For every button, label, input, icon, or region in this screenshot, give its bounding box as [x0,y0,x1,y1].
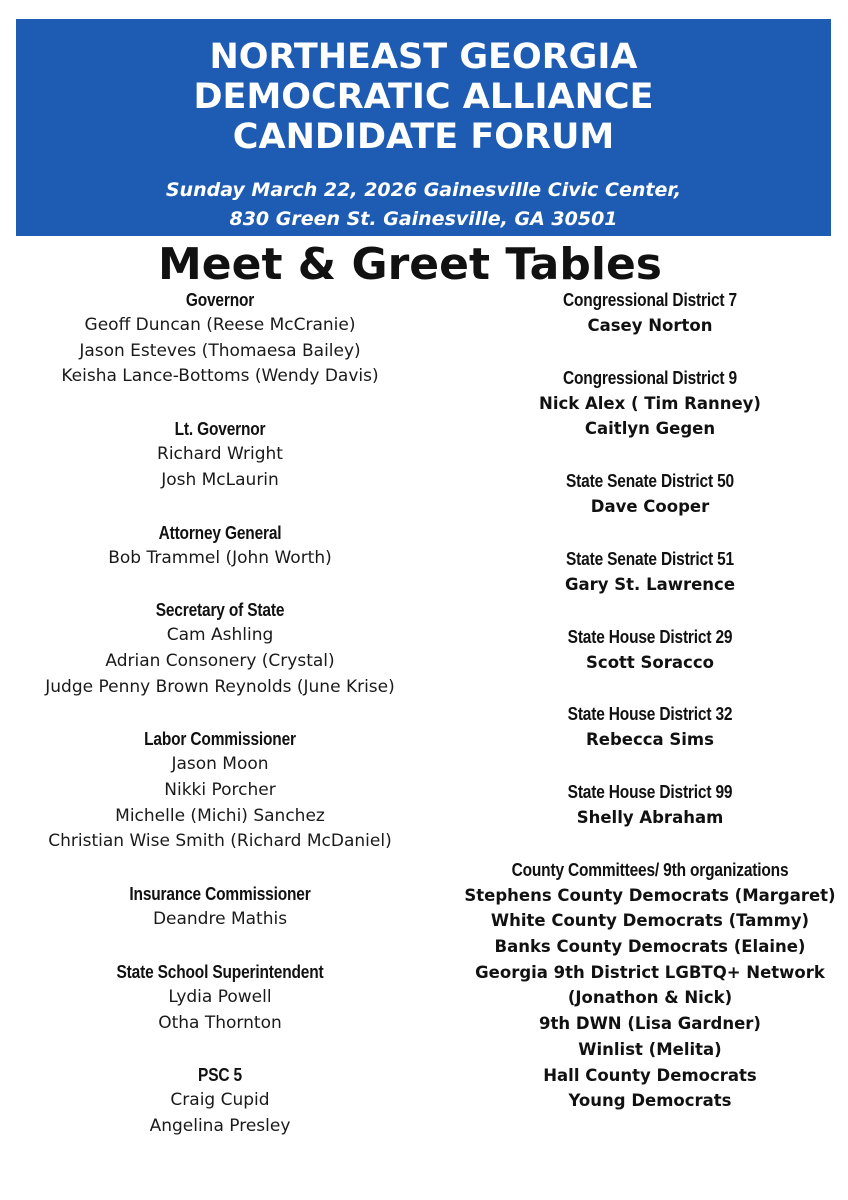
race-section [450,287,848,339]
candidate-name: Gary St. Lawrence [564,574,736,594]
race-section [20,726,420,855]
race-title: Attorney General [158,522,282,543]
race-title: PSC 5 [198,1065,242,1086]
race-section [450,857,848,1114]
race-title: State House District 99 [567,781,733,802]
candidate-name: Nick Alex ( Tim Ranney) [539,393,761,413]
race-section [20,287,420,390]
candidate-name: Christian Wise Smith (Richard McDaniel) [48,831,392,852]
candidate-name: Nikki Porcher [164,780,276,801]
race-title: State House District 32 [567,704,733,725]
page-heading: Meet & Greet Tables [157,239,662,290]
race-section [450,546,848,598]
race-section [20,597,420,700]
candidate-name: Shelly Abraham [576,807,724,827]
event-banner [16,19,831,236]
banner-title-line-3: CANDIDATE FORUM [232,117,615,157]
candidate-name: Rebecca Sims [586,730,714,750]
race-title: State Senate District 50 [566,471,734,492]
candidate-name: Lydia Powell [168,986,272,1007]
candidate-name: Georgia 9th District LGBTQ+ Network [475,962,825,982]
race-section [20,520,420,572]
candidate-name: Hall County Democrats [543,1065,757,1085]
race-title: State Senate District 51 [566,548,734,569]
candidate-name: Caitlyn Gegen [584,419,716,439]
statewide-races-column [20,287,420,1166]
candidate-name: Dave Cooper [590,497,710,517]
candidate-name: Judge Penny Brown Reynolds (June Krise) [45,676,395,697]
candidate-name: Michelle (Michi) Sanchez [115,805,325,826]
race-section [20,959,420,1036]
candidate-name: Angelina Presley [149,1115,291,1136]
district-races-column [450,287,848,1140]
race-title: Congressional District 7 [563,290,737,310]
candidate-name: Otha Thornton [158,1012,282,1033]
race-title: County Committees/ 9th organizations [511,859,789,880]
race-title: Lt. Governor [174,419,266,440]
candidate-name: Banks County Democrats (Elaine) [494,937,806,957]
race-section [450,365,848,442]
race-title: Secretary of State [155,600,285,621]
candidate-name: Richard Wright [157,444,283,465]
candidate-name: Bob Trammel (John Worth) [108,547,332,568]
race-title: Governor [185,290,255,310]
race-title: State School Superintendent [116,961,324,982]
candidate-name: Adrian Consonery (Crystal) [105,650,335,671]
candidate-name: Cam Ashling [166,625,274,646]
race-section [450,779,848,831]
race-title: Insurance Commissioner [129,884,311,905]
candidate-name: Jason Esteves (Thomaesa Bailey) [79,340,361,361]
candidate-name: White County Democrats (Tammy) [490,911,810,931]
candidate-name: Josh McLaurin [161,469,279,490]
candidate-name: Geoff Duncan (Reese McCranie) [84,315,356,335]
candidate-name: Jason Moon [171,754,269,775]
race-title: State House District 29 [567,626,733,647]
candidate-name: Craig Cupid [170,1090,270,1111]
race-section [450,624,848,676]
race-section [450,468,848,520]
banner-title-line-1: NORTHEAST GEORGIA [209,37,638,77]
race-section [450,701,848,753]
race-section [20,881,420,933]
candidate-name: 9th DWN (Lisa Gardner) [539,1014,761,1034]
candidate-name: Winlist (Melita) [578,1039,722,1059]
candidate-name: Stephens County Democrats (Margaret) [464,885,836,905]
race-section [20,416,420,493]
banner-address-line: 830 Green St. Gainesville, GA 30501 [229,208,618,230]
candidate-name: Deandre Mathis [152,909,288,930]
candidate-name: Keisha Lance-Bottoms (Wendy Davis) [61,366,379,387]
candidate-name: Young Democrats [568,1091,732,1111]
banner-date-line: Sunday March 22, 2026 Gainesville Civic Center, [165,179,682,201]
candidate-name: (Jonathon & Nick) [567,988,733,1008]
race-section [20,1062,420,1139]
candidate-name: Casey Norton [587,316,713,335]
candidate-name: Scott Soracco [586,652,714,672]
banner-title-line-2: DEMOCRATIC ALLIANCE [193,77,654,117]
race-title: Labor Commissioner [144,729,296,750]
race-title: Congressional District 9 [563,367,737,388]
